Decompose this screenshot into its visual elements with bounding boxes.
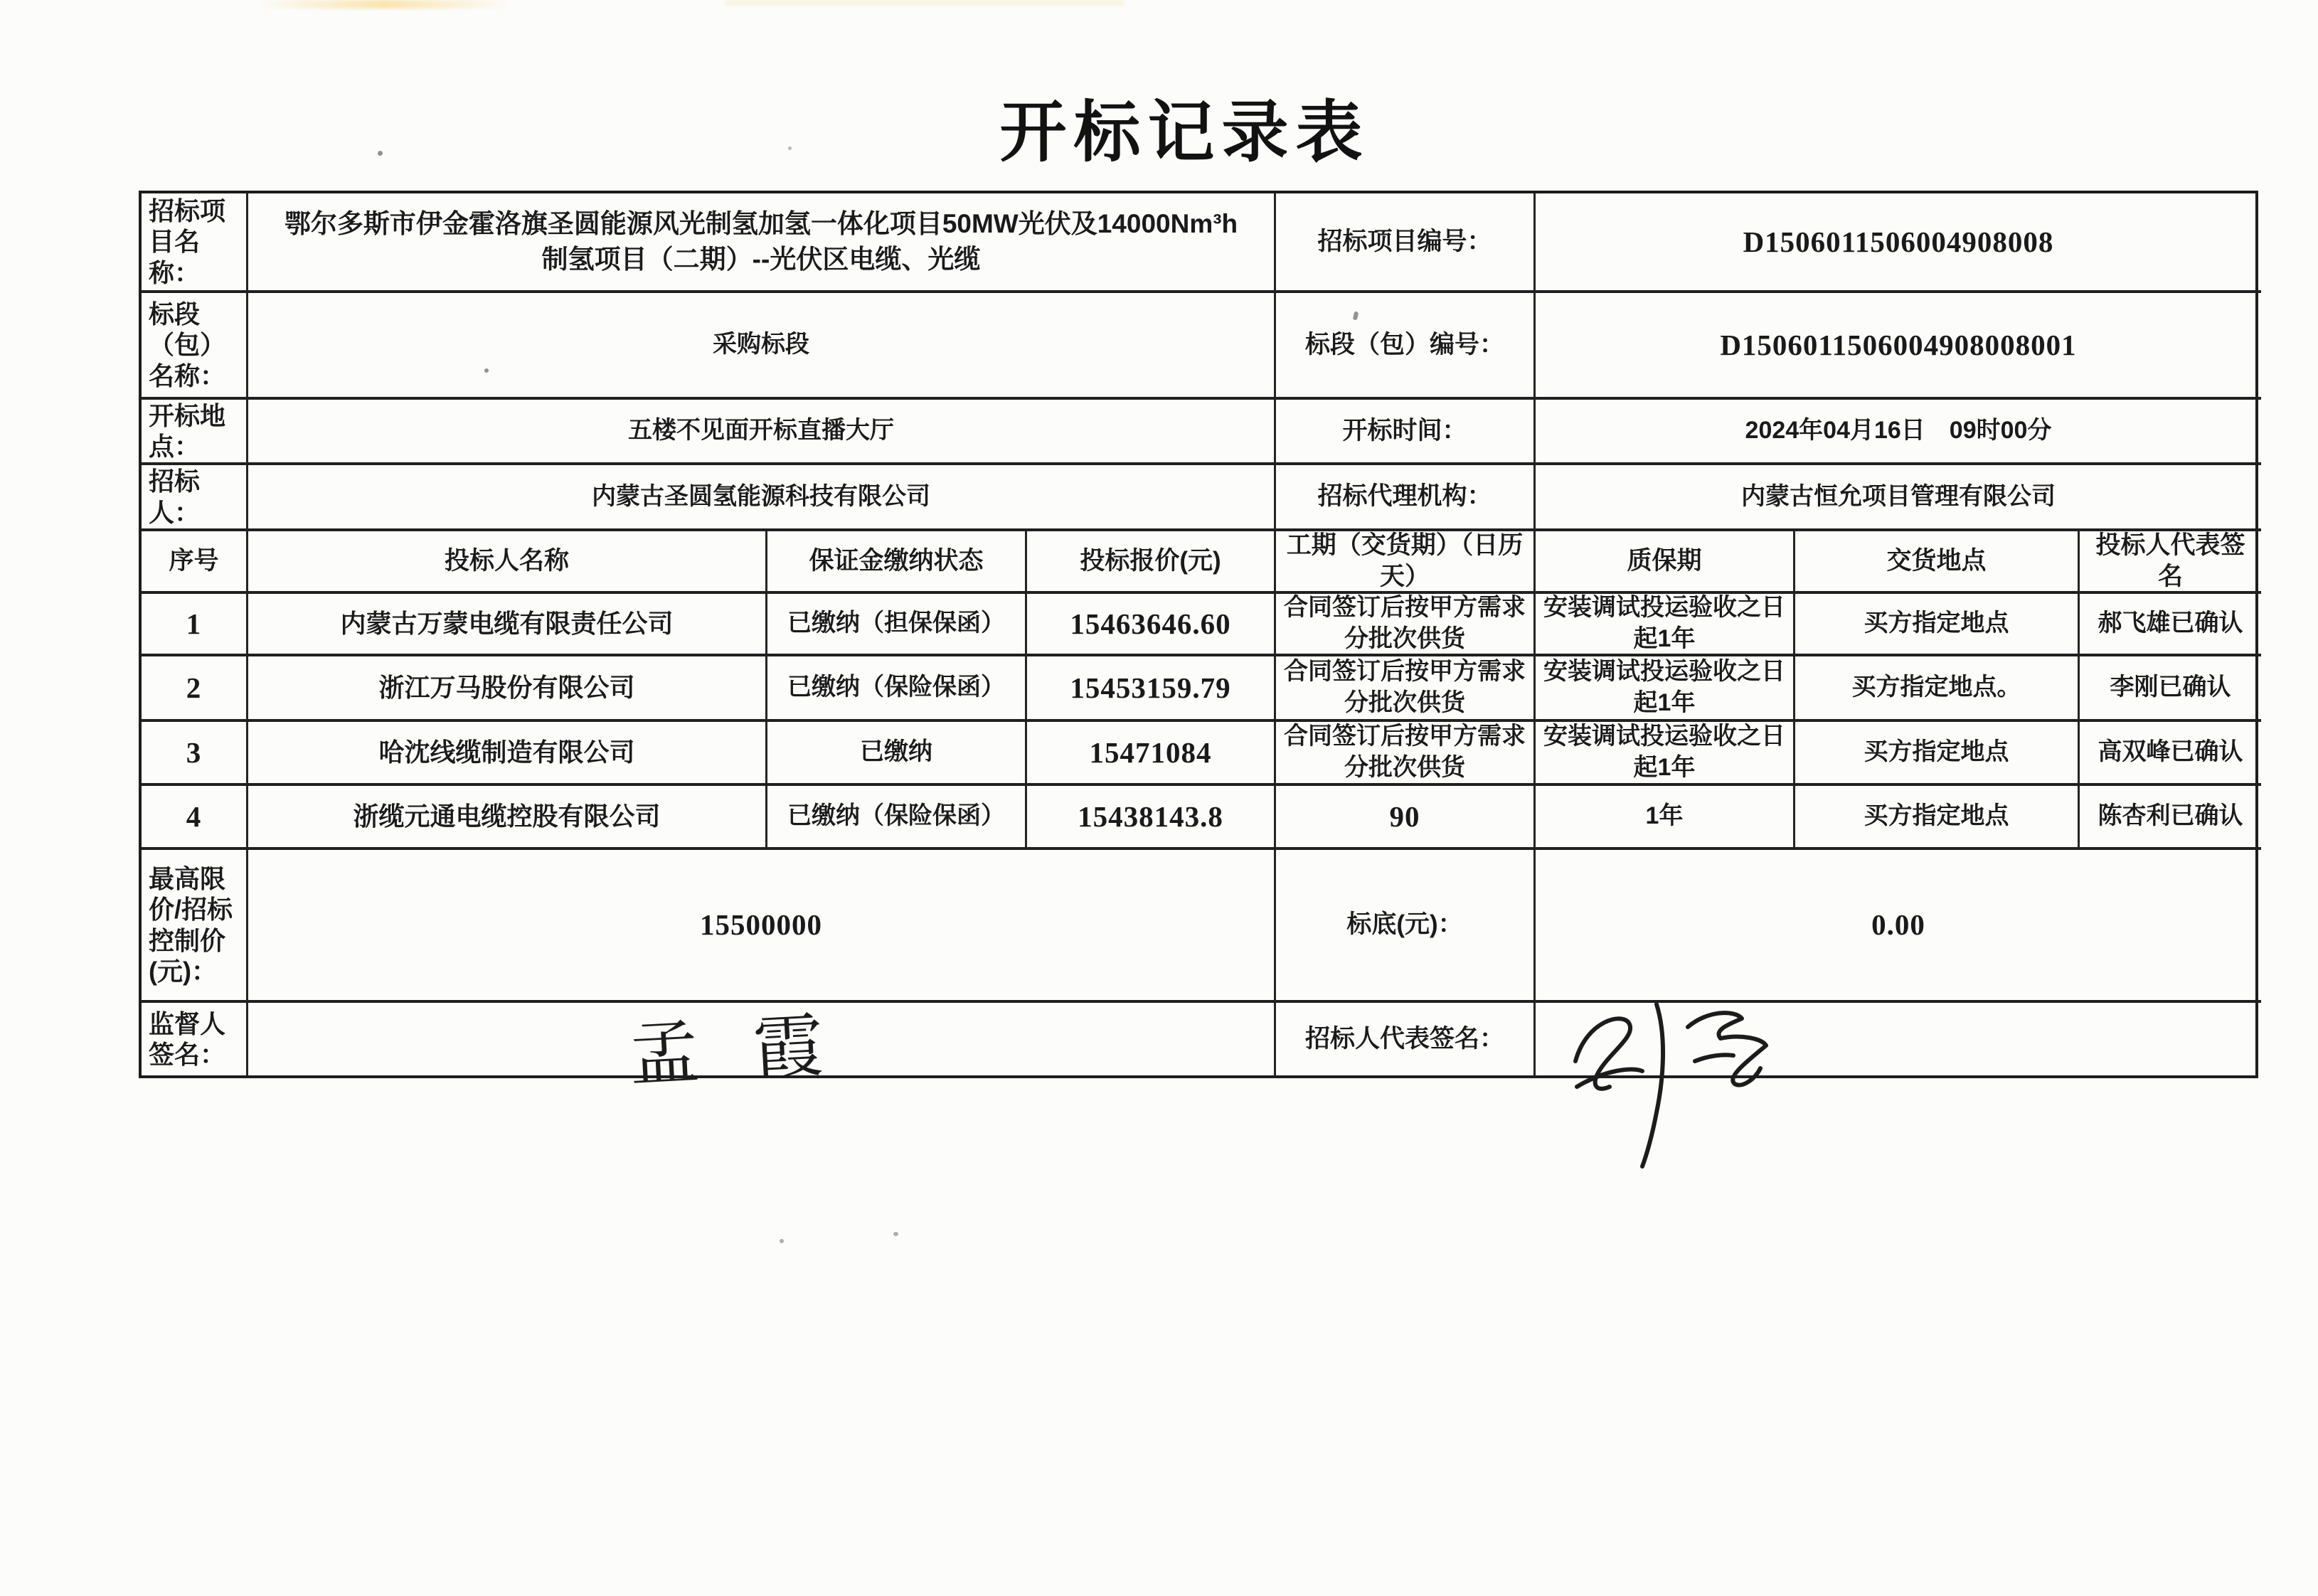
supervisor-signature-handwriting: 孟 霞 — [627, 1007, 844, 1095]
bid-row-no: 2 — [142, 656, 248, 722]
bid-row-bidder: 浙江万马股份有限公司 — [248, 656, 767, 722]
info-value-project-number: D1506011506004908008 — [1536, 193, 2261, 293]
info-value-section-number: D1506011506004908008001 — [1536, 293, 2261, 400]
col-header-deposit: 保证金缴纳状态 — [767, 531, 1027, 594]
footer-label-supervisor-sign: 监督人签名： — [142, 1003, 248, 1075]
bid-row-place: 买方指定地点 — [1795, 786, 2080, 850]
footer-label-base-price: 标底(元)： — [1276, 850, 1536, 1003]
bid-row-no: 1 — [142, 594, 248, 656]
info-label-project-name: 招标项目名称： — [142, 193, 248, 293]
info-value-section-name: 采购标段 — [248, 293, 1276, 400]
bid-row-sign: 郝飞雄已确认 — [2080, 594, 2261, 656]
info-label-opening-time: 开标时间： — [1276, 400, 1536, 465]
col-header-place: 交货地点 — [1795, 531, 2080, 594]
bid-opening-record-table — [139, 191, 2258, 1095]
bid-row-no: 4 — [142, 786, 248, 850]
info-label-section-name: 标段（包）名称： — [142, 293, 248, 400]
bid-row-price: 15453159.79 — [1027, 656, 1276, 722]
bid-row-period: 合同签订后按甲方需求分批次供货 — [1276, 594, 1536, 656]
bid-row-sign: 李刚已确认 — [2080, 656, 2261, 722]
footer-label-rep-sign: 招标人代表签名： — [1276, 1003, 1536, 1075]
scan-artifact-yellow — [256, 0, 512, 9]
bid-row-period: 合同签订后按甲方需求分批次供货 — [1276, 722, 1536, 786]
col-header-bidder: 投标人名称 — [248, 531, 767, 594]
col-header-price: 投标报价(元) — [1027, 531, 1276, 594]
bid-row-sign: 陈杏利已确认 — [2080, 786, 2261, 850]
info-label-project-number: 招标项目编号： — [1276, 193, 1536, 293]
bid-row-place: 买方指定地点。 — [1795, 656, 2080, 722]
bid-row-warranty: 安装调试投运验收之日起1年 — [1536, 722, 1795, 786]
bid-row-deposit: 已缴纳（保险保函） — [767, 786, 1027, 850]
bid-row-warranty: 安装调试投运验收之日起1年 — [1536, 656, 1795, 722]
info-value-agency: 内蒙古恒允项目管理有限公司 — [1536, 465, 2261, 531]
bid-row-deposit: 已缴纳（保险保函） — [767, 656, 1027, 722]
info-value-opening-time: 2024年04月16日 09时00分 — [1536, 400, 2261, 465]
bid-row-deposit: 已缴纳（担保保函） — [767, 594, 1027, 656]
col-header-warranty: 质保期 — [1536, 531, 1795, 594]
bid-row-bidder: 内蒙古万蒙电缆有限责任公司 — [248, 594, 767, 656]
footer-value-limit-price: 15500000 — [248, 850, 1276, 1003]
scan-speck — [780, 1239, 784, 1243]
col-header-no: 序号 — [142, 531, 248, 594]
bid-row-price: 15438143.8 — [1027, 786, 1276, 850]
scan-artifact-yellow-faint — [725, 0, 1124, 6]
bid-row-deposit: 已缴纳 — [767, 722, 1027, 786]
bid-row-no: 3 — [142, 722, 248, 786]
info-label-section-number: 标段（包）编号： — [1276, 293, 1536, 400]
bid-row-bidder: 哈沈线缆制造有限公司 — [248, 722, 767, 786]
bid-row-price: 15463646.60 — [1027, 594, 1276, 656]
info-label-agency: 招标代理机构： — [1276, 465, 1536, 531]
info-value-tenderer: 内蒙古圣圆氢能源科技有限公司 — [248, 465, 1276, 531]
bidder-rep-signature-handwriting — [1556, 993, 1783, 1171]
scan-speck — [893, 1232, 898, 1236]
info-label-opening-place: 开标地点： — [142, 400, 248, 465]
info-value-opening-place: 五楼不见面开标直播大厅 — [248, 400, 1276, 465]
bid-row-place: 买方指定地点 — [1795, 722, 2080, 786]
page-title: 开标记录表 — [999, 96, 1370, 170]
footer-value-base-price: 0.00 — [1536, 850, 2261, 1003]
info-value-project-name: 鄂尔多斯市伊金霍洛旗圣圆能源风光制氢加氢一体化项目50MW光伏及14000Nm³h制氢项目（二期）--光伏区电缆、光缆 — [248, 193, 1276, 293]
bid-row-sign: 高双峰已确认 — [2080, 722, 2261, 786]
bid-row-bidder: 浙缆元通电缆控股有限公司 — [248, 786, 767, 850]
info-label-tenderer: 招标人： — [142, 465, 248, 531]
footer-label-limit-price: 最高限价/招标控制价(元)： — [142, 850, 248, 1003]
bid-row-warranty: 安装调试投运验收之日起1年 — [1536, 594, 1795, 656]
supervisor-signature-cell — [248, 1003, 1276, 1095]
bid-row-period: 90 — [1276, 786, 1536, 850]
col-header-period: 工期（交货期）（日历天） — [1276, 531, 1536, 594]
bid-row-place: 买方指定地点 — [1795, 594, 2080, 656]
bid-row-price: 15471084 — [1027, 722, 1276, 786]
bid-row-period: 合同签订后按甲方需求分批次供货 — [1276, 656, 1536, 722]
col-header-sign: 投标人代表签名 — [2080, 531, 2261, 594]
bidder-rep-signature-cell — [1536, 1003, 2261, 1075]
bid-row-warranty: 1年 — [1536, 786, 1795, 850]
